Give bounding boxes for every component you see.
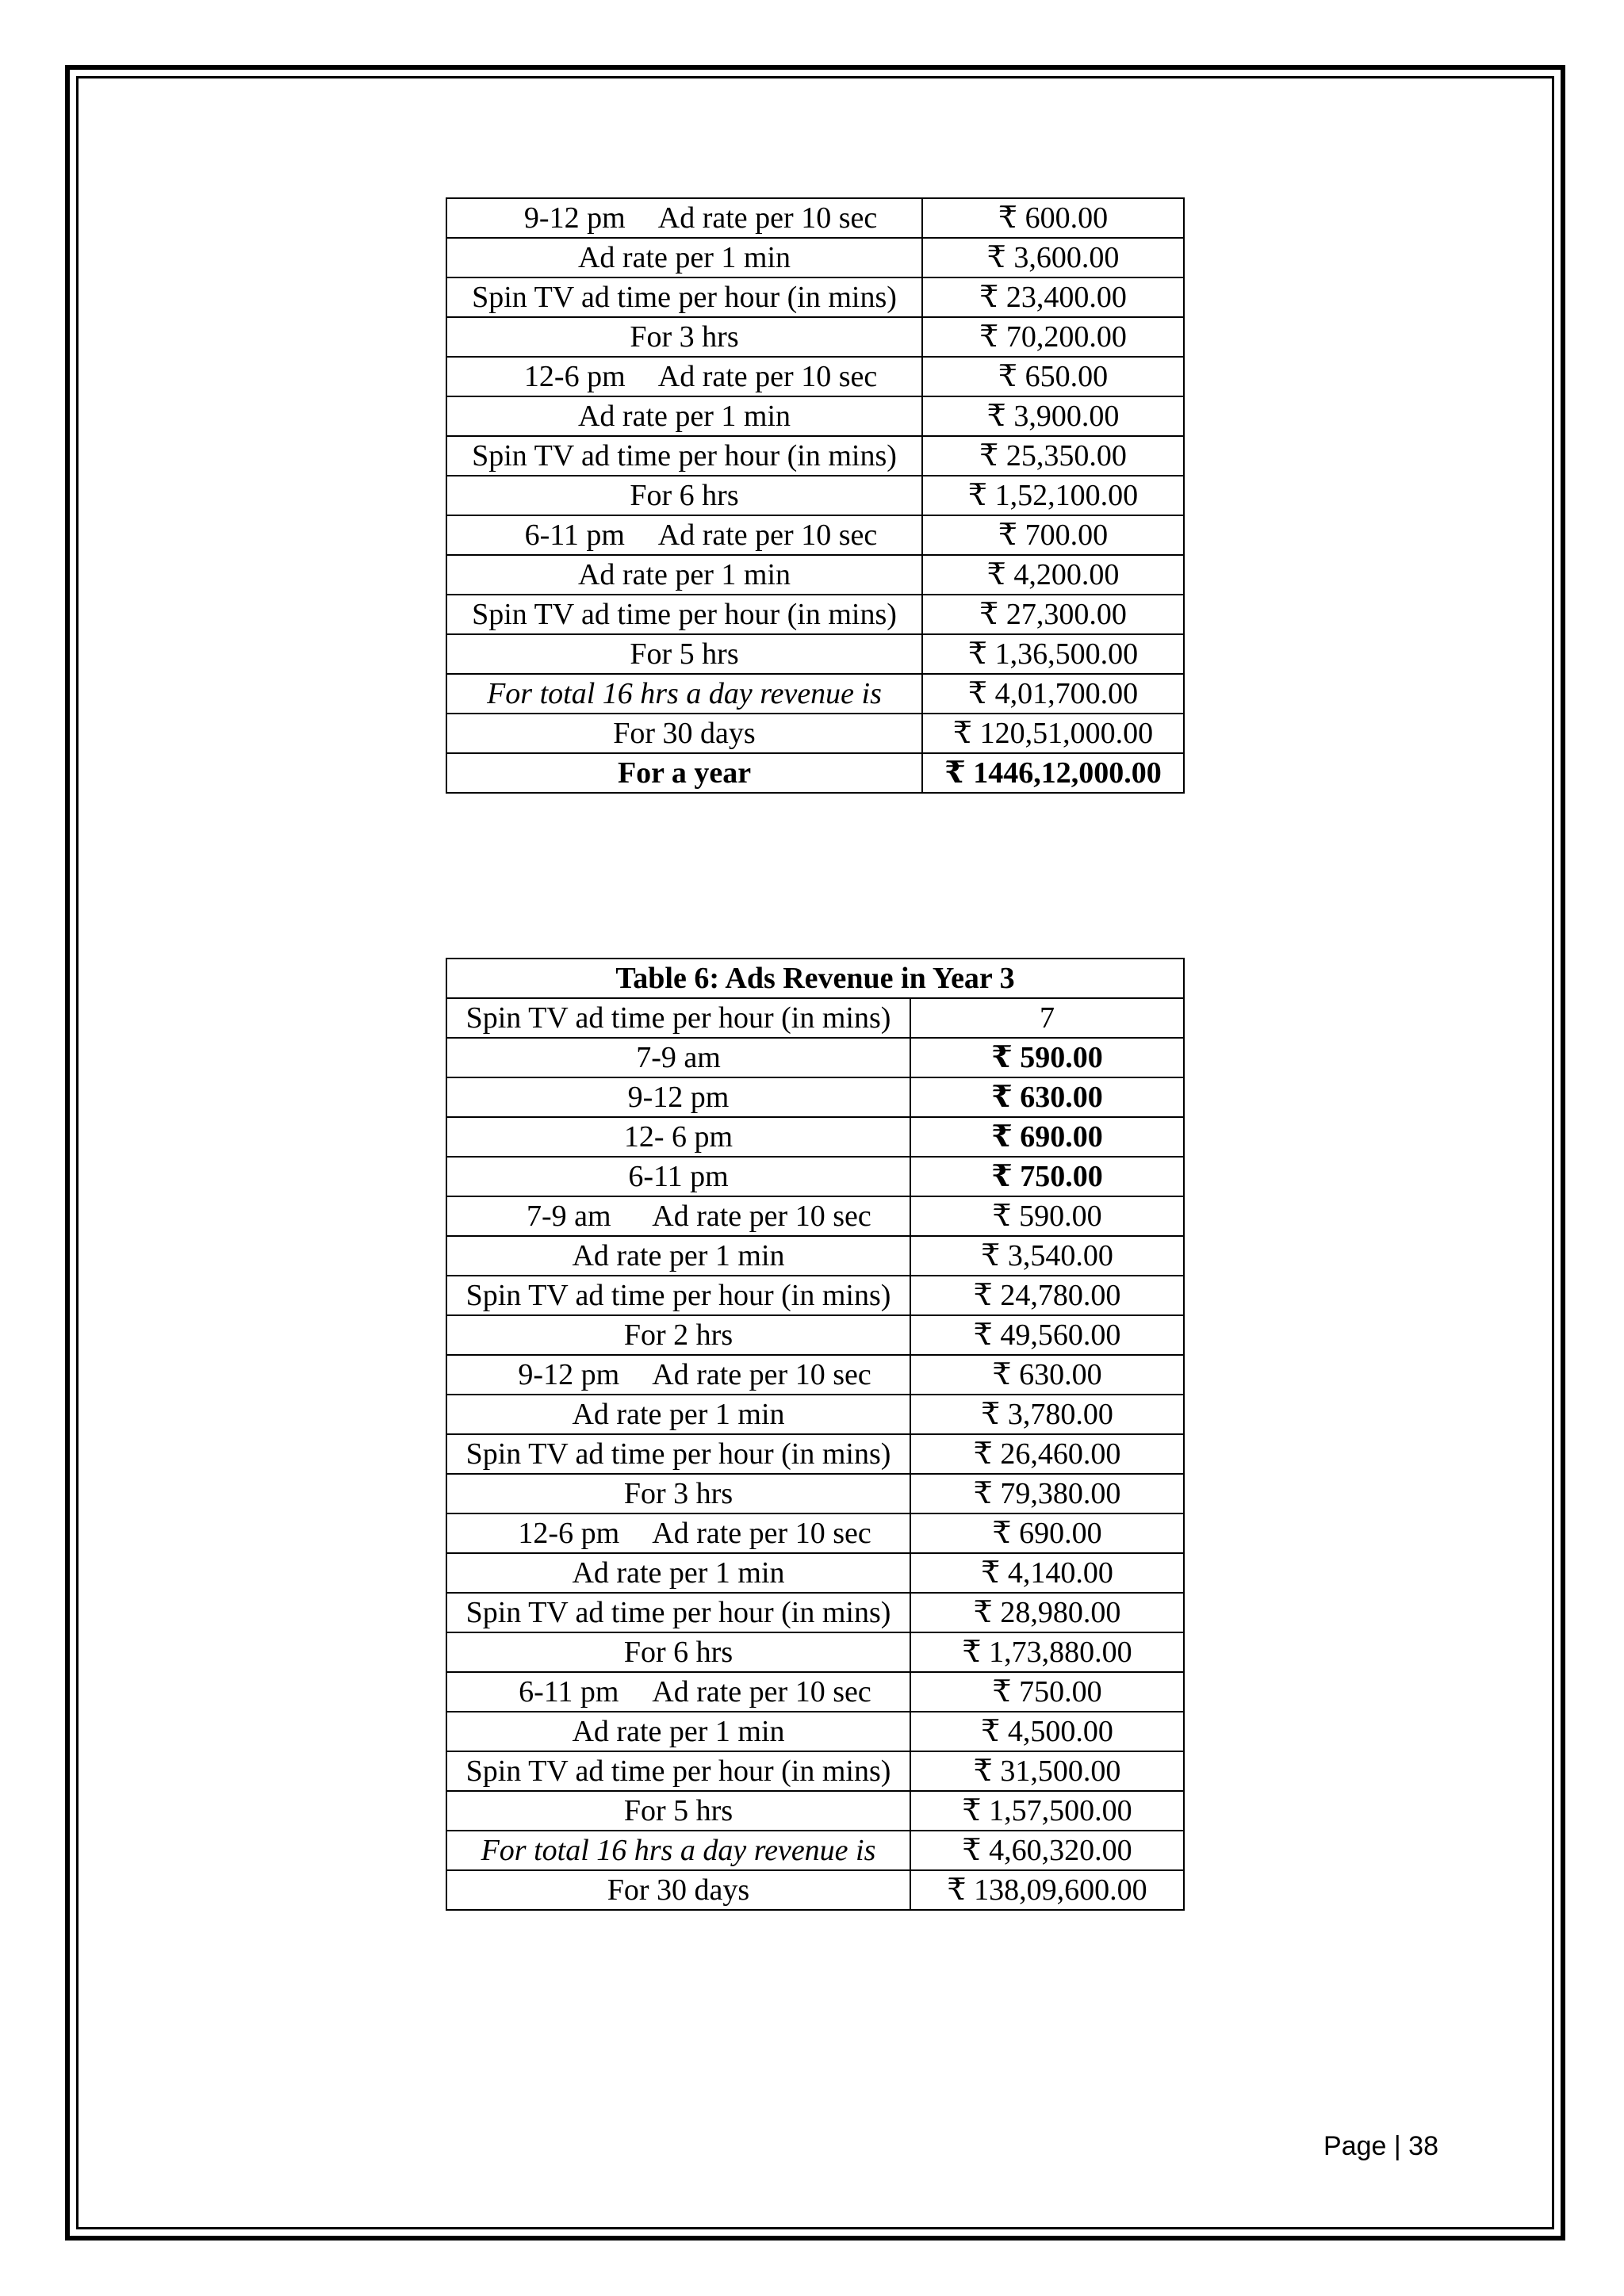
row-label-cell: 12- 6 pm: [446, 1117, 910, 1157]
time-slot-label: 6-11 pm: [519, 1675, 619, 1709]
row-value-cell: ₹ 27,300.00: [922, 595, 1184, 634]
row-label-cell: [446, 1355, 910, 1395]
row-label-cell: Spin TV ad time per hour (in mins): [446, 998, 910, 1038]
row-label: Ad rate per 10 sec: [652, 1675, 871, 1709]
row-label-cell: For a year: [446, 753, 922, 793]
row-value-cell: ₹ 590.00: [910, 1038, 1184, 1077]
row-label-cell: For 5 hrs: [446, 1791, 910, 1831]
row-value-cell: ₹ 630.00: [910, 1077, 1184, 1117]
row-label-cell: For 6 hrs: [446, 476, 922, 515]
row-value-cell: ₹ 750.00: [910, 1672, 1184, 1712]
table-row: [446, 277, 1184, 317]
row-label: Ad rate per 10 sec: [652, 1200, 871, 1233]
row-label-cell: Ad rate per 1 min: [446, 1236, 910, 1276]
row-label: Ad rate per 10 sec: [652, 1517, 871, 1550]
ads-revenue-table-year-2-continued: [446, 197, 1185, 794]
row-label-cell: Spin TV ad time per hour (in mins): [446, 1751, 910, 1791]
table-row: [446, 1236, 1184, 1276]
time-slot-label: 12-6 pm: [523, 360, 626, 393]
table-row: [446, 753, 1184, 793]
row-label-cell: [446, 515, 922, 555]
page-number: Page | 38: [1323, 2131, 1438, 2161]
row-label-cell: For 3 hrs: [446, 317, 922, 357]
row-label-cell: Spin TV ad time per hour (in mins): [446, 595, 922, 634]
table-row: [446, 1831, 1184, 1870]
row-label-cell: Spin TV ad time per hour (in mins): [446, 436, 922, 476]
row-value-cell: ₹ 28,980.00: [910, 1593, 1184, 1632]
row-value-cell: ₹ 26,460.00: [910, 1434, 1184, 1474]
row-label-cell: [446, 357, 922, 396]
row-value-cell: ₹ 1446,12,000.00: [922, 753, 1184, 793]
table-row: [446, 357, 1184, 396]
row-value-cell: ₹ 650.00: [922, 357, 1184, 396]
row-label-cell: For 6 hrs: [446, 1632, 910, 1672]
table-row: [446, 714, 1184, 753]
row-value-cell: ₹ 24,780.00: [910, 1276, 1184, 1315]
table-row: [446, 1315, 1184, 1355]
row-label-cell: Ad rate per 1 min: [446, 238, 922, 277]
table-row: [446, 1553, 1184, 1593]
row-label-cell: For total 16 hrs a day revenue is: [446, 674, 922, 714]
row-value-cell: ₹ 3,540.00: [910, 1236, 1184, 1276]
row-value-cell: ₹ 49,560.00: [910, 1315, 1184, 1355]
table-row: [446, 1434, 1184, 1474]
table-row: [446, 1712, 1184, 1751]
row-value-cell: ₹ 590.00: [910, 1196, 1184, 1236]
table-row: [446, 595, 1184, 634]
table-row: [446, 1038, 1184, 1077]
row-label-cell: For 2 hrs: [446, 1315, 910, 1355]
row-label-cell: Spin TV ad time per hour (in mins): [446, 277, 922, 317]
row-label-cell: For total 16 hrs a day revenue is: [446, 1831, 910, 1870]
row-label-cell: For 30 days: [446, 1870, 910, 1910]
row-value-cell: ₹ 4,60,320.00: [910, 1831, 1184, 1870]
row-label-cell: Ad rate per 1 min: [446, 1395, 910, 1434]
table-row: [446, 198, 1184, 238]
row-value-cell: ₹ 4,200.00: [922, 555, 1184, 595]
table-row: [446, 476, 1184, 515]
row-label-cell: [446, 1672, 910, 1712]
table-row: [446, 1870, 1184, 1910]
row-label-cell: For 30 days: [446, 714, 922, 753]
row-value-cell: ₹ 70,200.00: [922, 317, 1184, 357]
table-row: [446, 1157, 1184, 1196]
table-row: [446, 998, 1184, 1038]
row-value-cell: 7: [910, 998, 1184, 1038]
row-value-cell: ₹ 1,52,100.00: [922, 476, 1184, 515]
table-row: [446, 555, 1184, 595]
time-slot-label: 7-9 am: [526, 1200, 611, 1233]
row-value-cell: ₹ 4,140.00: [910, 1553, 1184, 1593]
table-row: [446, 1593, 1184, 1632]
row-value-cell: ₹ 1,73,880.00: [910, 1632, 1184, 1672]
table-title: Table 6: Ads Revenue in Year 3: [446, 959, 1184, 998]
row-value-cell: ₹ 79,380.00: [910, 1474, 1184, 1513]
table-row: [446, 1395, 1184, 1434]
table-row: [446, 1791, 1184, 1831]
row-value-cell: ₹ 138,09,600.00: [910, 1870, 1184, 1910]
row-label-cell: Ad rate per 1 min: [446, 396, 922, 436]
row-value-cell: ₹ 690.00: [910, 1513, 1184, 1553]
row-label-cell: For 3 hrs: [446, 1474, 910, 1513]
row-label-cell: For 5 hrs: [446, 634, 922, 674]
table-row: [446, 634, 1184, 674]
row-label-cell: Spin TV ad time per hour (in mins): [446, 1276, 910, 1315]
table-title-row: [446, 959, 1184, 998]
row-value-cell: ₹ 31,500.00: [910, 1751, 1184, 1791]
table-row: [446, 238, 1184, 277]
row-label-cell: Ad rate per 1 min: [446, 1553, 910, 1593]
table-body: [446, 998, 1184, 1910]
table-row: [446, 1672, 1184, 1712]
row-value-cell: ₹ 750.00: [910, 1157, 1184, 1196]
row-value-cell: ₹ 4,01,700.00: [922, 674, 1184, 714]
table-row: [446, 1117, 1184, 1157]
row-value-cell: ₹ 3,900.00: [922, 396, 1184, 436]
time-slot-label: 12-6 pm: [518, 1517, 620, 1550]
row-value-cell: ₹ 700.00: [922, 515, 1184, 555]
row-label-cell: 6-11 pm: [446, 1157, 910, 1196]
row-label-cell: Ad rate per 1 min: [446, 555, 922, 595]
row-value-cell: ₹ 1,36,500.00: [922, 634, 1184, 674]
ads-revenue-table-year-3: [446, 958, 1185, 1911]
row-value-cell: ₹ 3,780.00: [910, 1395, 1184, 1434]
row-label-cell: 9-12 pm: [446, 1077, 910, 1117]
row-value-cell: ₹ 120,51,000.00: [922, 714, 1184, 753]
time-slot-label: 6-11 pm: [524, 519, 625, 552]
row-value-cell: ₹ 690.00: [910, 1117, 1184, 1157]
row-label-cell: Spin TV ad time per hour (in mins): [446, 1593, 910, 1632]
row-label: Ad rate per 10 sec: [657, 201, 878, 235]
row-label: Ad rate per 10 sec: [657, 360, 878, 393]
table-row: [446, 515, 1184, 555]
time-slot-label: 9-12 pm: [523, 201, 626, 235]
table-row: [446, 1751, 1184, 1791]
table-row: [446, 1355, 1184, 1395]
row-value-cell: ₹ 600.00: [922, 198, 1184, 238]
table-row: [446, 396, 1184, 436]
row-value-cell: ₹ 3,600.00: [922, 238, 1184, 277]
row-value-cell: ₹ 23,400.00: [922, 277, 1184, 317]
row-value-cell: ₹ 25,350.00: [922, 436, 1184, 476]
table-row: [446, 436, 1184, 476]
row-label-cell: Ad rate per 1 min: [446, 1712, 910, 1751]
row-value-cell: ₹ 1,57,500.00: [910, 1791, 1184, 1831]
time-slot-label: 9-12 pm: [518, 1358, 620, 1391]
row-label-cell: 7-9 am: [446, 1038, 910, 1077]
table-row: [446, 1474, 1184, 1513]
row-label-cell: [446, 1513, 910, 1553]
table-row: [446, 1632, 1184, 1672]
row-value-cell: ₹ 630.00: [910, 1355, 1184, 1395]
row-label-cell: [446, 1196, 910, 1236]
table-row: [446, 1276, 1184, 1315]
table-row: [446, 674, 1184, 714]
table-body: [446, 198, 1184, 793]
row-label-cell: Spin TV ad time per hour (in mins): [446, 1434, 910, 1474]
table-row: [446, 317, 1184, 357]
table-row: [446, 1196, 1184, 1236]
row-label-cell: [446, 198, 922, 238]
row-label: Ad rate per 10 sec: [652, 1358, 871, 1391]
table-row: [446, 1077, 1184, 1117]
row-value-cell: ₹ 4,500.00: [910, 1712, 1184, 1751]
row-label: Ad rate per 10 sec: [657, 519, 878, 552]
table-row: [446, 1513, 1184, 1553]
